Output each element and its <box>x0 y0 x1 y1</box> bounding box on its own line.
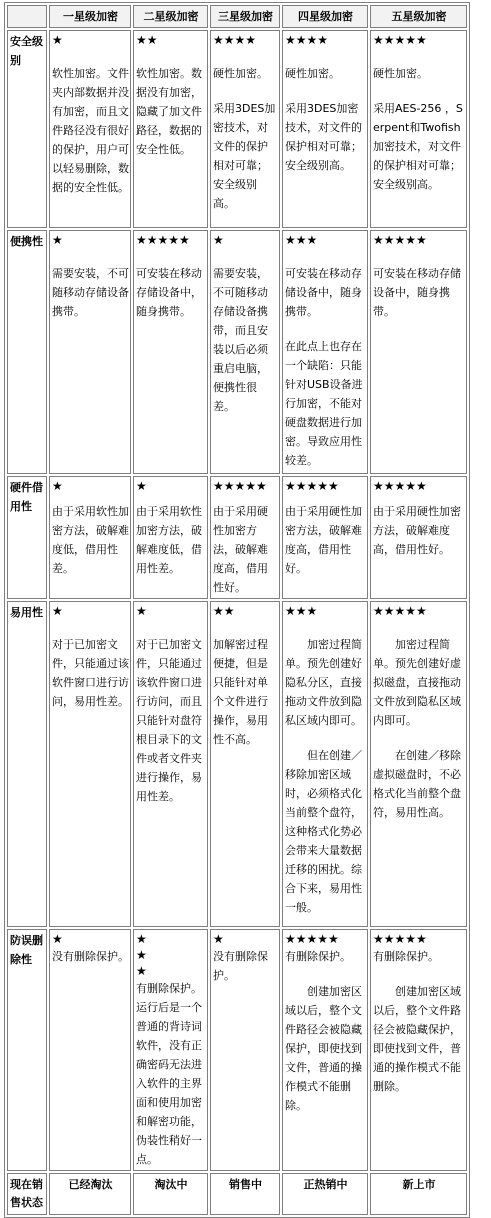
star-rating: ★★★★★ <box>213 479 267 493</box>
cell-text: 采用3DES加密技术，对文件的保护相对可靠；安全级别高。 <box>285 102 362 172</box>
cell-text: 有删除保护。 <box>285 950 351 963</box>
star-rating: ★ <box>52 33 63 47</box>
star-rating: ★★ <box>136 33 158 47</box>
cell-text: 可安装在移动存储设备中，随身携带。 <box>136 267 202 318</box>
cell-crack-2star <box>133 476 208 599</box>
star-rating: ★★★ <box>285 233 318 247</box>
row-header-deletion: 防误删除性 <box>7 929 47 1171</box>
star-rating: ★★ <box>213 604 235 618</box>
cell-portability-3star <box>210 230 280 474</box>
star-rating: ★★★★ <box>285 33 329 47</box>
cell-text: 加解密过程便捷，但是只能针对单个文件进行操作，易用性不高。 <box>213 638 268 746</box>
cell-deletion-1star <box>49 929 131 1171</box>
star-rating: ★ ★ ★ <box>136 932 187 978</box>
cell-status-4star: 正热销中 <box>282 1173 368 1215</box>
cell-text: 创建加密区域以后，整个文件路径会被隐藏保护，即使找到文件，普通的操作模式不能删除。 <box>373 985 461 1093</box>
cell-text: 有删除保护。运行后是一个普通的背诗词软件，没有正确密码无法进入软件的主界面和使用加密和解密功能，伪装性稍好一点。 <box>136 982 202 1166</box>
column-header-2star: 二星级加密 <box>133 5 208 28</box>
row-crack <box>7 476 467 599</box>
cell-usability-1star <box>49 601 131 927</box>
cell-text: 采用3DES加密技术，对文件的保护相对可靠；安全级别高。 <box>213 102 276 210</box>
cell-crack-1star <box>49 476 131 599</box>
cell-crack-4star <box>282 476 368 599</box>
cell-security-5star <box>370 30 467 228</box>
cell-text: 硬性加密。 <box>373 67 428 80</box>
star-rating: ★ <box>52 604 63 618</box>
star-rating: ★ <box>136 604 147 618</box>
star-rating: ★ <box>213 233 224 247</box>
star-rating: ★ <box>52 233 63 247</box>
cell-text: 由于采用软性加密方法，破解难度低，借用性差。 <box>52 505 129 575</box>
cell-text: 有删除保护。 <box>373 950 439 963</box>
cell-text: 需要安装，不可随移动存储设备携带，而且安装以后必须重启电脑，便携性很差。 <box>213 267 268 413</box>
star-rating: ★ <box>136 479 147 493</box>
cell-usability-5star <box>370 601 467 927</box>
star-rating: ★ <box>213 932 224 946</box>
cell-text: 由于采用硬性加密方法，破解难度高，借用性好。 <box>373 505 461 556</box>
cell-usability-3star <box>210 601 280 927</box>
row-usability <box>7 601 467 927</box>
cell-text: 软性加密。数据没有加密，隐藏了加文件路径，数据的安全性低。 <box>136 67 202 156</box>
column-header-5star: 五星级加密 <box>370 5 467 28</box>
row-status <box>7 1173 467 1215</box>
star-rating: ★★★★★ <box>373 479 427 493</box>
star-rating: ★★★★★ <box>285 479 339 493</box>
cell-deletion-3star <box>210 929 280 1171</box>
cell-portability-2star <box>133 230 208 474</box>
cell-text: 软性加密。文件夹内部数据并没有加密，而且文件路径没有很好的保护，用户可以轻易删除，数据的安全性低。 <box>52 67 129 194</box>
cell-status-3star: 销售中 <box>210 1173 280 1215</box>
column-header-3star: 三星级加密 <box>210 5 280 28</box>
cell-portability-4star <box>282 230 368 474</box>
cell-text: 可安装在移动存储设备中，随身携带。 <box>373 267 461 318</box>
cell-security-3star <box>210 30 280 228</box>
cell-deletion-2star <box>133 929 208 1171</box>
corner-cell <box>7 5 47 28</box>
cell-portability-1star <box>49 230 131 474</box>
cell-text: 由于采用硬性加密方法，破解难度高，借用性好。 <box>213 505 268 594</box>
cell-crack-3star <box>210 476 280 599</box>
cell-text: 由于采用硬性加密方法，破解难度高，借用性好。 <box>285 505 362 575</box>
star-rating: ★★★★ <box>213 33 257 47</box>
cell-status-2star: 淘汰中 <box>133 1173 208 1215</box>
cell-text: 加密过程简单。预先创建好隐私分区，直接拖动文件放到隐私区域内即可。 <box>285 638 362 727</box>
cell-text: 在创建／移除虚拟磁盘时，不必格式化当前整个盘符，易用性高。 <box>373 749 461 819</box>
cell-text: 加密过程简单。预先创建好虚拟磁盘，直接拖动文件放到隐私区域内即可。 <box>373 638 461 727</box>
cell-text: 采用AES-256 ，Serpent和Twofish加密技术，对文件的保护相对可靠；安全级别高。 <box>373 102 463 191</box>
star-rating: ★ <box>52 479 63 493</box>
star-rating: ★★★ <box>285 604 318 618</box>
cell-crack-5star <box>370 476 467 599</box>
row-header-crack: 硬件借用性 <box>7 476 47 599</box>
cell-text: 对于已加密文件，只能通过该软件窗口进行访问，而且只能针对盘符根目录下的文件或者文件夹进行操作，易用性差。 <box>136 638 202 803</box>
column-header-4star: 四星级加密 <box>282 5 368 28</box>
row-portability <box>7 230 467 474</box>
cell-usability-4star <box>282 601 368 927</box>
cell-security-2star <box>133 30 208 228</box>
star-rating: ★★★★★ <box>373 233 427 247</box>
row-header-portability: 便携性 <box>7 230 47 474</box>
cell-deletion-5star <box>370 929 467 1171</box>
star-rating: ★★★★★ <box>373 932 427 946</box>
cell-text: 硬性加密。 <box>213 67 268 80</box>
star-rating: ★ <box>52 932 63 946</box>
cell-text: 创建加密区域以后，整个文件路径会被隐藏保护，即使找到文件，普通的操作模式不能删除。 <box>285 985 362 1112</box>
comparison-table <box>4 2 470 1218</box>
cell-security-1star <box>49 30 131 228</box>
row-header-usability: 易用性 <box>7 601 47 927</box>
row-header-status: 现在销售状态 <box>7 1173 47 1215</box>
cell-text: 硬性加密。 <box>285 67 340 80</box>
star-rating: ★★★★★ <box>373 33 427 47</box>
cell-status-1star: 已经淘汰 <box>49 1173 131 1215</box>
cell-usability-2star <box>133 601 208 927</box>
row-header-security: 安全级别 <box>7 30 47 228</box>
header-row <box>7 5 467 28</box>
cell-text: 由于采用软性加密方法，破解难度低，借用性差。 <box>136 505 202 575</box>
cell-text: 没有删除保护。 <box>52 950 129 963</box>
cell-text: 可安装在移动存储设备中，随身携带。 <box>285 267 362 318</box>
row-deletion <box>7 929 467 1171</box>
star-rating: ★★★★★ <box>373 604 427 618</box>
cell-portability-5star <box>370 230 467 474</box>
column-header-1star: 一星级加密 <box>49 5 131 28</box>
cell-text: 在此点上也存在一个缺陷：只能针对USB设备进行加密，不能对硬盘数据进行加密。导致应用性较差。 <box>285 340 363 467</box>
cell-text: 需要安装，不可随移动存储设备携带。 <box>52 267 129 318</box>
cell-status-5star: 新上市 <box>370 1173 467 1215</box>
cell-text: 没有删除保护。 <box>213 950 268 982</box>
row-security <box>7 30 467 228</box>
cell-security-4star <box>282 30 368 228</box>
star-rating: ★★★★★ <box>285 932 339 946</box>
star-rating: ★★★★★ <box>136 233 190 247</box>
cell-text: 但在创建／移除加密区域时，必须格式化当前整个盘符，这种格式化势必会带来大量数据迁移的困扰。综合下来，易用性一般。 <box>285 749 362 914</box>
cell-text: 对于已加密文件，只能通过该软件窗口进行访问，易用性差。 <box>52 638 129 708</box>
cell-deletion-4star <box>282 929 368 1171</box>
